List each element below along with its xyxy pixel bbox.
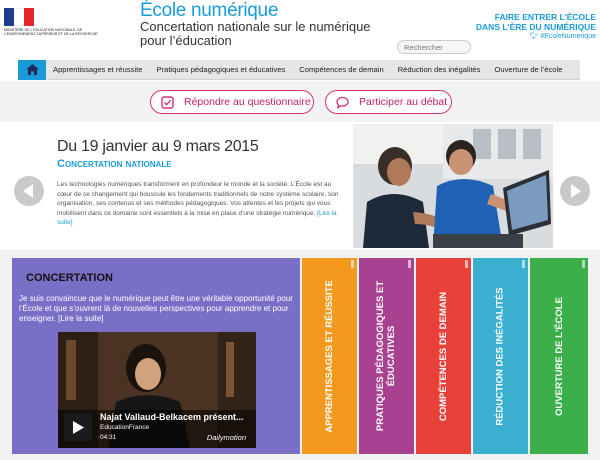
video-channel: EducationFrance (100, 424, 150, 431)
slogan (436, 12, 596, 32)
debate-label: Participer au débat (359, 96, 448, 108)
chevron-right-icon (569, 184, 581, 198)
twitter-hashtag[interactable] (436, 32, 596, 40)
concertation-heading: CONCERTATION (26, 272, 113, 284)
theme-card-pratiques[interactable] (359, 258, 414, 454)
nav-item-apprentissages[interactable]: Apprentissages et réussite (53, 64, 143, 74)
hashtag-text: #EcoleNumerique (540, 33, 596, 40)
theme-card-reduction[interactable] (473, 258, 528, 454)
bottom-section (0, 250, 600, 460)
play-icon (72, 421, 84, 434)
search-input[interactable] (397, 40, 471, 54)
twitter-icon: 🐦︎ (529, 33, 539, 40)
theme-label: COMPÉTENCES DE DEMAIN (438, 291, 450, 421)
checkbox-icon (161, 96, 174, 109)
theme-label: OUVERTURE DE L'ÉCOLE (553, 296, 565, 416)
nav-item-pratiques[interactable]: Pratiques pédagogiques et éducatives (156, 64, 286, 74)
theme-label-line-1: PRATIQUES PÉDAGOGIQUES ET (375, 280, 387, 432)
concertation-quote: Je suis convaincue que le numérique peut être une véritable opportunité pour l’École et que s’ouvrent là de nouvelles perspectives pour apprendre et pour enseigner. (19, 294, 293, 323)
video-title: Najat Vallaud-Belkacem présent... (100, 412, 244, 422)
site-header (0, 0, 600, 60)
hero-carousel (0, 122, 600, 250)
nav-item-ouverture[interactable]: Ouverture de l’école (494, 64, 563, 74)
hero-date: Du 19 janvier au 9 mars 2015 (57, 138, 259, 155)
dailymotion-logo: Dailymotion (206, 433, 246, 442)
home-icon (26, 64, 39, 75)
site-title[interactable]: École numérique (140, 0, 279, 21)
hero-photo (353, 124, 553, 248)
theme-card-competences[interactable] (416, 258, 471, 454)
slogan-line-1: FAIRE ENTRER L'ÉCOLE (494, 12, 596, 22)
home-button[interactable] (18, 60, 46, 80)
concertation-text (19, 294, 297, 324)
questionnaire-label: Répondre au questionnaire (184, 96, 311, 108)
ministry-logo[interactable] (4, 8, 114, 48)
theme-label: RÉDUCTION DES INÉGALITÉS (495, 286, 507, 426)
theme-label: APPRENTISSAGES ET RÉUSSITE (324, 279, 335, 433)
hero-text (57, 180, 343, 228)
concertation-box (12, 258, 300, 454)
theme-label (376, 281, 398, 431)
cta-band (0, 81, 600, 122)
nav-item-competences[interactable]: Compétences de demain (299, 64, 384, 74)
video-duration: 04:31 (100, 434, 117, 441)
play-button[interactable] (64, 413, 92, 441)
concertation-read-more-link[interactable]: [Lire la suite] (58, 314, 104, 323)
chevron-left-icon (23, 184, 35, 198)
hero-paragraph: Les technologies numériques transforment en profondeur le monde et la société. L’École est au cœur de ce changement qui bouscule les fondements traditionnels de notre système scolaire, son organisation, ses contenus et ses méthodes pédagogiques. Vos attentes et les projets qui vous mobilisent dans ce domaine sont essentiels à la mise en place d’une stratégie numérique. (57, 181, 339, 217)
questionnaire-button[interactable] (150, 90, 314, 114)
slogan-line-2: DANS L'ÈRE DU NUMÉRIQUE (475, 22, 596, 32)
theme-card-ouverture[interactable] (530, 258, 588, 454)
site-subtitle: Concertation nationale sur le numérique pour l’éducation (140, 19, 371, 48)
carousel-prev-button[interactable] (14, 176, 44, 206)
debate-button[interactable] (325, 90, 452, 114)
theme-card-apprentissages[interactable] (302, 258, 357, 454)
video-player[interactable] (58, 332, 256, 448)
ministry-name: MINISTÈRE DE L'ÉDUCATION NATIONALE, DE L'ENSEIGNEMENT SUPÉRIEUR ET DE LA RECHERCHE (4, 28, 98, 37)
speech-bubble-icon (336, 96, 349, 109)
hero-title[interactable]: Concertation nationale (57, 158, 172, 170)
carousel-next-button[interactable] (560, 176, 590, 206)
french-flag-icon (4, 8, 34, 26)
main-nav (18, 60, 580, 80)
theme-label-line-2: ÉDUCATIVES (386, 325, 398, 387)
hero-read-more-link[interactable]: [Lire la suite] (57, 209, 337, 226)
students-computer-photo (353, 124, 553, 248)
nav-item-reduction[interactable]: Réduction des inégalités (397, 64, 481, 74)
